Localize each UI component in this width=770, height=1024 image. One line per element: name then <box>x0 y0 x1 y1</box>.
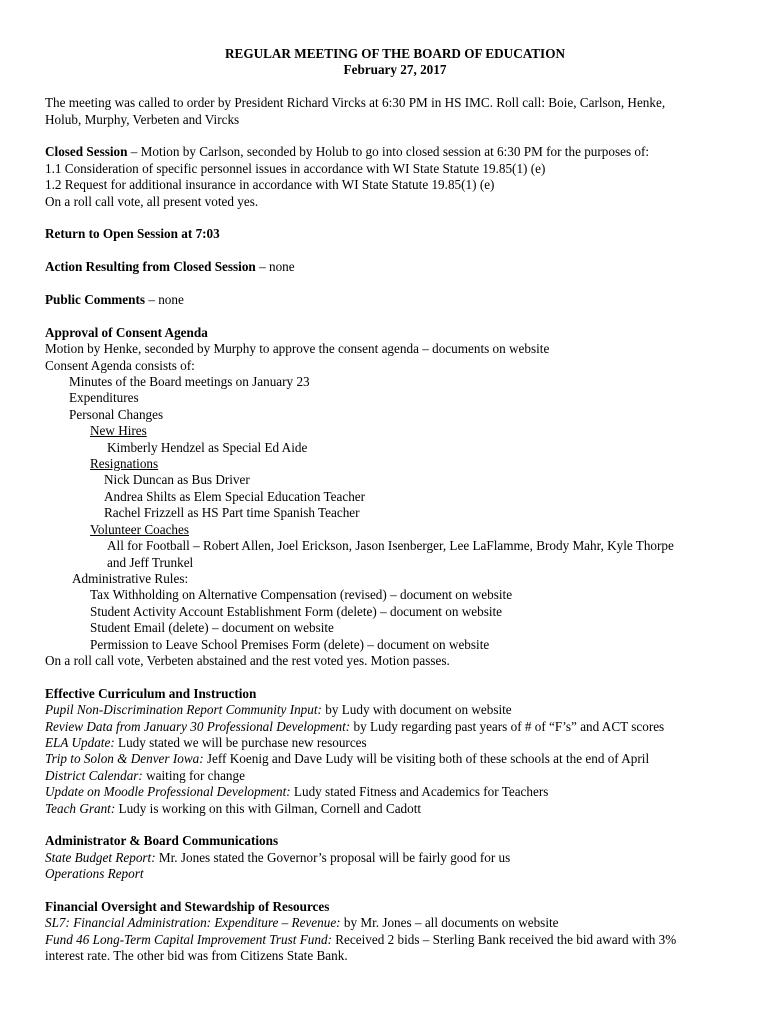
closed-session-item-2: 1.2 Request for additional insurance in accordance with WI State Statute 19.85(1) (e) <box>45 177 495 193</box>
curriculum-item-text: Jeff Koenig and Dave Ludy will be visiting both of these schools at the end of April <box>203 751 650 767</box>
financial-fund-label: Fund 46 Long-Term Capital Improvement Trust Fund: <box>45 931 332 947</box>
consent-consists: Consent Agenda consists of: <box>45 357 195 373</box>
curriculum-item-label: Review Data from January 30 Professional Development: <box>45 718 351 734</box>
curriculum-item-text: Ludy stated Fitness and Academics for Teachers <box>290 784 549 800</box>
financial-heading: Financial Oversight and Stewardship of Resources <box>45 898 330 914</box>
return-open-session: Return to Open Session at 7:03 <box>45 226 220 242</box>
resignation-item: Nick Duncan as Bus Driver <box>104 472 250 488</box>
minutes-document <box>45 46 745 965</box>
financial-sl7 <box>45 915 745 931</box>
admin-rule-item: Tax Withholding on Alternative Compensation (revised) – document on website <box>90 587 513 603</box>
curriculum-item <box>45 735 745 751</box>
communications-item-label: Operations Report <box>45 866 144 882</box>
financial-fund-46-continued: interest rate. The other bid was from Citizens State Bank. <box>45 948 348 964</box>
communications-item <box>45 866 745 882</box>
consent-personal-changes: Personal Changes <box>69 406 164 422</box>
curriculum-item-label: Teach Grant: <box>45 800 116 816</box>
curriculum-item-label: ELA Update: <box>45 734 115 750</box>
financial-sl7-text: by Mr. Jones – all documents on website <box>340 915 559 931</box>
volunteer-coaches-label: Volunteer Coaches <box>90 521 190 537</box>
resignations-label: Resignations <box>90 456 159 472</box>
closed-session-vote: On a roll call vote, all present voted yes. <box>45 193 259 209</box>
resignation-item: Andrea Shilts as Elem Special Education Teacher <box>104 488 366 504</box>
action-closed-session <box>45 259 745 275</box>
financial-fund-46 <box>45 932 745 948</box>
action-closed-label: Action Resulting from Closed Session <box>45 259 256 275</box>
closed-session-text: – Motion by Carlson, seconded by Holub to go into closed session at 6:30 PM for the purposes of: <box>127 144 650 160</box>
curriculum-item <box>45 719 745 735</box>
admin-rules-label: Administrative Rules: <box>72 570 189 586</box>
communications-item-label: State Budget Report: <box>45 849 156 865</box>
curriculum-item <box>45 801 745 817</box>
closed-session-item-1: 1.1 Consideration of specific personnel issues in accordance with WI State Statute 19.85(1) (e) <box>45 160 546 176</box>
document-date: February 27, 2017 <box>343 62 447 78</box>
volunteer-coaches-line-1: All for Football – Robert Allen, Joel Erickson, Jason Isenberger, Lee LaFlamme, Brody Mahr, Kyle Thorpe <box>107 538 674 554</box>
curriculum-heading: Effective Curriculum and Instruction <box>45 685 257 701</box>
communications-heading: Administrator & Board Communications <box>45 833 279 849</box>
curriculum-item-text: by Ludy regarding past years of # of “F’s” and ACT scores <box>350 718 665 734</box>
consent-heading: Approval of Consent Agenda <box>45 324 208 340</box>
curriculum-item-text: by Ludy with document on website <box>321 702 512 718</box>
curriculum-item <box>45 768 745 784</box>
admin-rule-item: Permission to Leave School Premises Form (delete) – document on website <box>90 636 490 652</box>
new-hire-item: Kimberly Hendzel as Special Ed Aide <box>107 439 308 455</box>
admin-rule-item: Student Email (delete) – document on website <box>90 620 334 636</box>
new-hires-label: New Hires <box>90 423 147 439</box>
action-closed-text: – none <box>255 259 295 275</box>
opening-line-2: Holub, Murphy, Verbeten and Vircks <box>45 111 240 127</box>
curriculum-item-label: Update on Moodle Professional Development: <box>45 784 291 800</box>
communications-item <box>45 850 745 866</box>
communications-item-text: Mr. Jones stated the Governor’s proposal will be fairly good for us <box>155 849 511 865</box>
consent-vote: On a roll call vote, Verbeten abstained and the rest voted yes. Motion passes. <box>45 652 450 668</box>
closed-session-motion <box>45 144 745 160</box>
volunteer-coaches-line-2: and Jeff Trunkel <box>107 554 194 570</box>
curriculum-item-text: waiting for change <box>142 767 245 783</box>
curriculum-item-text: Ludy stated we will be purchase new resources <box>114 734 367 750</box>
closed-session-label: Closed Session <box>45 144 128 160</box>
resignation-item: Rachel Frizzell as HS Part time Spanish Teacher <box>104 505 360 521</box>
curriculum-item-label: Pupil Non-Discrimination Report Community Input: <box>45 702 322 718</box>
admin-rule-item: Student Activity Account Establishment Form (delete) – document on website <box>90 603 503 619</box>
curriculum-item <box>45 702 745 718</box>
consent-expenditures: Expenditures <box>69 390 139 406</box>
public-comments <box>45 292 745 308</box>
consent-minutes: Minutes of the Board meetings on January 23 <box>69 374 310 390</box>
curriculum-item <box>45 784 745 800</box>
curriculum-item-label: District Calendar: <box>45 767 143 783</box>
public-comments-label: Public Comments <box>45 292 146 308</box>
curriculum-item-label: Trip to Solon & Denver Iowa: <box>45 751 204 767</box>
financial-sl7-label: SL7: Financial Administration: Expenditure – Revenue: <box>45 915 341 931</box>
opening-line-1: The meeting was called to order by President Richard Vircks at 6:30 PM in HS IMC. Roll call: Boie, Carlson, Henke, <box>45 95 666 111</box>
curriculum-item <box>45 751 745 767</box>
public-comments-text: – none <box>145 292 184 308</box>
financial-fund-text: Received 2 bids – Sterling Bank received the bid award with 3% <box>331 931 677 947</box>
consent-motion: Motion by Henke, seconded by Murphy to approve the consent agenda – documents on website <box>45 341 550 357</box>
curriculum-item-text: Ludy is working on this with Gilman, Cornell and Cadott <box>115 800 422 816</box>
document-title: REGULAR MEETING OF THE BOARD OF EDUCATION <box>225 46 565 61</box>
